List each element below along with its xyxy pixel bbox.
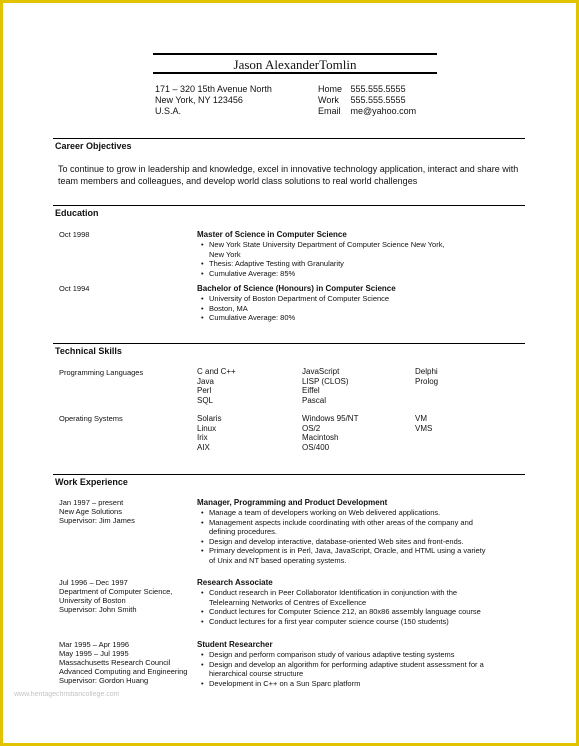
skill-item: VMS bbox=[415, 423, 433, 433]
education-entry bbox=[197, 284, 497, 323]
job-meta bbox=[59, 640, 194, 685]
job-title: Student Researcher bbox=[197, 640, 273, 649]
skill-item: Delphi bbox=[415, 367, 438, 376]
address-line: U.S.A. bbox=[155, 106, 182, 116]
job-meta bbox=[59, 498, 194, 525]
skill-column bbox=[415, 367, 438, 386]
name-top-rule bbox=[153, 53, 437, 55]
job-title: Manager, Programming and Product Development bbox=[197, 498, 388, 507]
job-meta-line: May 1995 – Jul 1995 bbox=[59, 649, 129, 658]
list-item: • Conduct research in Peer Collaborator Identification in conjunction with the Telelearning Networks of Centres of Excellence bbox=[209, 588, 492, 607]
skill-item: OS/2 bbox=[302, 423, 321, 433]
job-meta-line: New Age Solutions bbox=[59, 507, 122, 516]
job-title: Research Associate bbox=[197, 578, 273, 587]
job-meta-line: Jul 1996 – Dec 1997 bbox=[59, 578, 128, 587]
list-item: • Development in C++ on a Sun Sparc platform bbox=[209, 679, 492, 689]
skill-item: Windows 95/NT bbox=[302, 414, 359, 423]
skill-item: C and C++ bbox=[197, 367, 236, 376]
job-meta-line: University of Boston bbox=[59, 596, 126, 605]
skill-item: AIX bbox=[197, 442, 210, 452]
skill-item: JavaScript bbox=[302, 367, 340, 376]
job-meta bbox=[59, 578, 194, 614]
skill-item: Macintosh bbox=[302, 433, 339, 442]
address-block bbox=[155, 84, 272, 117]
address-line: 171 – 320 15th Avenue North bbox=[155, 84, 272, 94]
skill-item: OS/400 bbox=[302, 442, 330, 452]
list-item: • Cumulative Average: 80% bbox=[209, 313, 497, 323]
list-item: • Boston, MA bbox=[209, 304, 497, 314]
skill-item: Perl bbox=[197, 386, 212, 395]
contact-label: Work bbox=[318, 95, 339, 105]
list-item: • Conduct lectures for a first year computer science course (150 students) bbox=[209, 617, 492, 627]
list-item: • Design and develop an algorithm for performing adaptive student assessment for a hierarchical course structure bbox=[209, 660, 492, 679]
skill-column bbox=[302, 414, 358, 452]
skill-item: Eiffel bbox=[302, 386, 320, 395]
list-item: • University of Boston Department of Computer Science bbox=[209, 294, 497, 304]
address-line: New York, NY 123456 bbox=[155, 95, 243, 105]
education-date: Oct 1998 bbox=[59, 230, 90, 239]
skill-column bbox=[415, 414, 432, 433]
job-entry bbox=[197, 498, 492, 566]
section-heading-skills: Technical Skills bbox=[55, 346, 122, 356]
watermark-text: www.heritagechristiancollege.com bbox=[14, 691, 120, 698]
job-meta-line: Mar 1995 – Apr 1996 bbox=[59, 640, 130, 649]
contact-email: me@yahoo.com bbox=[350, 106, 417, 116]
name-bottom-rule bbox=[153, 72, 437, 74]
contact-label: Home bbox=[318, 84, 343, 94]
job-meta-line: Supervisor: John Smith bbox=[59, 605, 137, 614]
skill-column bbox=[197, 414, 221, 452]
resume-name: Jason AlexanderTomlin bbox=[233, 57, 357, 72]
section-heading-education: Education bbox=[55, 208, 99, 218]
list-item: • Manage a team of developers working on Web delivered applications. bbox=[209, 508, 492, 518]
skill-column bbox=[197, 367, 236, 405]
education-date: Oct 1994 bbox=[59, 284, 90, 293]
skill-item: Prolog bbox=[415, 376, 439, 386]
job-entry bbox=[197, 640, 492, 688]
section-heading-career: Career Objectives bbox=[55, 141, 132, 151]
skill-item: Solaris bbox=[197, 414, 222, 423]
list-item: • Design and perform comparison study of various adaptive testing systems bbox=[209, 650, 492, 660]
list-item: • Conduct lectures for Computer Science 212, an 80x86 assembly language course bbox=[209, 607, 492, 617]
degree-title: Master of Science in Computer Science bbox=[197, 230, 347, 239]
section-rule bbox=[53, 343, 525, 344]
job-meta-line: Supervisor: Gordon Huang bbox=[59, 676, 149, 685]
skill-item: Irix bbox=[197, 433, 208, 442]
list-item: • Primary development is in Perl, Java, JavaScript, Oracle, and HTML using a variety of Unix and NT based operating systems. bbox=[209, 546, 492, 565]
skill-item: SQL bbox=[197, 395, 214, 405]
contact-block bbox=[318, 84, 416, 117]
degree-title: Bachelor of Science (Honours) in Computer Science bbox=[197, 284, 396, 293]
skill-category: Operating Systems bbox=[59, 414, 123, 423]
skill-item: LISP (CLOS) bbox=[302, 376, 349, 386]
contact-value: 555.555.5555 bbox=[350, 84, 406, 94]
job-entry bbox=[197, 578, 492, 626]
list-item: • Management aspects include coordinating with other areas of the company and defining procedures. bbox=[209, 518, 492, 537]
skill-category: Programming Languages bbox=[59, 368, 144, 377]
skill-item: Java bbox=[197, 376, 214, 386]
career-objective-text: To continue to grow in leadership and knowledge, excel in innovative technology application, interact and share with team members and colleagues, and develop world class solutions to real world challenges bbox=[58, 164, 519, 186]
contact-value: 555.555.5555 bbox=[350, 95, 406, 105]
skill-item: Pascal bbox=[302, 395, 327, 405]
list-item: • Cumulative Average: 85% bbox=[209, 269, 497, 279]
skill-item: VM bbox=[415, 414, 427, 423]
section-rule bbox=[53, 474, 525, 475]
skill-item: Linux bbox=[197, 423, 217, 433]
job-meta-line: Jan 1997 – present bbox=[59, 498, 124, 507]
job-meta-line: Advanced Computing and Engineering bbox=[59, 667, 188, 676]
list-item: • New York State University Department of Computer Science New York, New York bbox=[209, 240, 449, 259]
job-meta-line: Massachusetts Research Council bbox=[59, 658, 171, 667]
education-entry bbox=[197, 230, 497, 278]
list-item: • Design and develop interactive, database-oriented Web sites and front-ends. bbox=[209, 537, 492, 547]
section-heading-work: Work Experience bbox=[55, 477, 128, 487]
skill-column bbox=[302, 367, 349, 405]
job-meta-line: Supervisor: Jim James bbox=[59, 516, 135, 525]
job-meta-line: Department of Computer Science, bbox=[59, 587, 173, 596]
section-rule bbox=[53, 138, 525, 139]
list-item: • Thesis: Adaptive Testing with Granularity bbox=[209, 259, 497, 269]
contact-label: Email bbox=[318, 106, 341, 116]
section-rule bbox=[53, 205, 525, 206]
